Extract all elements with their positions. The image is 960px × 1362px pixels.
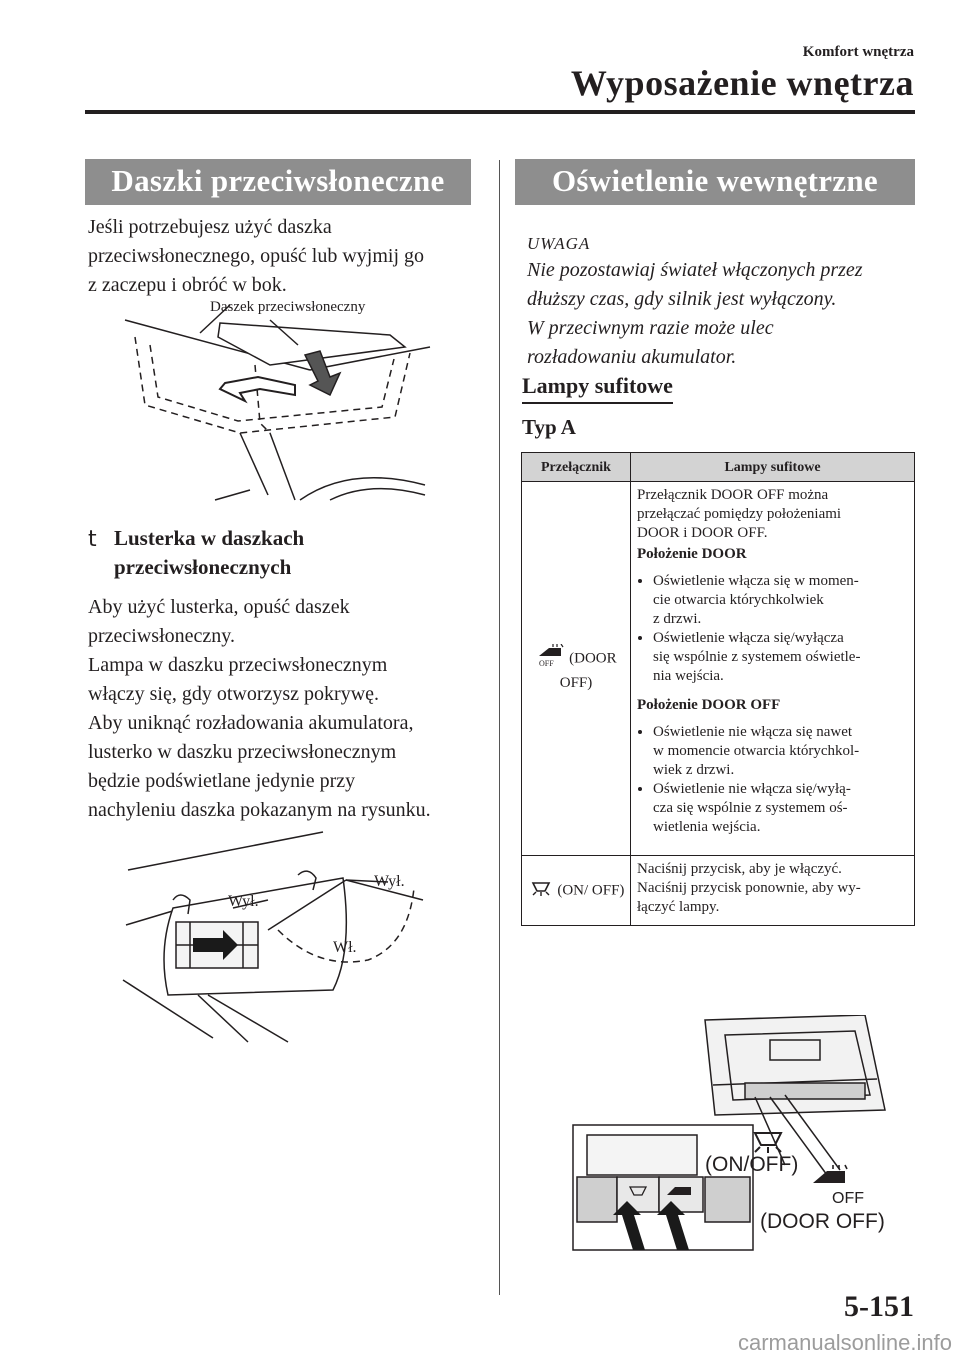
caution-title: UWAGA [527,234,591,253]
list-item: • Oświetlenie nie włącza się nawet w momencie otwarcia którychkol- wiek z drzwi. [653,723,908,780]
table-header: Przełącznik [522,453,631,482]
off-icon-label: OFF [832,1190,864,1207]
on-off-switch-cell [522,856,631,926]
list-item: • Oświetlenie włącza się/wyłącza się wspólnie z systemem oświetle- nia wejścia. [653,629,908,686]
dome-light-icon [528,879,554,897]
page-number: 5-151 [844,1290,914,1323]
off-label-right: Wył. [374,873,405,890]
off-label-left: Wył. [228,893,259,910]
overhead-lights-table [521,452,915,926]
on-off-label: (ON/OFF) [705,1153,799,1176]
sun-visor-illustration [120,295,450,505]
door-off-position-label: Położenie DOOR OFF [637,697,781,713]
section-header-title: Wyposażenie wnętrza [570,63,914,103]
list-item: • Oświetlenie włącza się w momen- cie otwarcia którychkolwiek z drzwi. [653,572,908,629]
svg-text:OFF: OFF [539,659,555,668]
table-row [522,856,915,926]
table-header: Lampy sufitowe [631,453,915,482]
sun-visor-label: Daszek przeciwsłoneczny [210,299,366,315]
vanity-mirror-heading: Lusterka w daszkach przeciwsłonecznych [114,526,305,579]
sun-visor-instructions: Jeśli potrzebujesz użyć daszka przeciwsłonecznego, opuść lub wyjmij go z zaczepu i obróć w bok. [88,216,425,296]
caution-text: Nie pozostawiaj świateł włączonych przez dłuższy czas, gdy silnik jest wyłączony. W przeciwnym razie może ulec rozładowaniu akumulator. [527,259,863,368]
column-divider [499,160,500,1295]
door-off-switch-label: (DOOR OFF) [559,650,617,691]
vanity-mirror-illustration [118,830,448,1045]
door-off-description: Przełącznik DOOR OFF można przełączać pomiędzy położeniami DOOR i DOOR OFF. Położenie DOOR • Oświetlenie włącza się w momen- cie otwarcia którychkolwiek z drzwi. • Oświetlenie włącza się/wyłącza się wspólnie z systemem oświetle- nia wejścia. Położenie DOOR OFF • Oświetlenie nie włącza się nawet w momencie otwarcia którychkol- wiek z drzwi. • Oświetlenie nie włącza się/wyłą- cza się wspólnie z systemem oś- wietlenia wejścia. [631,482,915,856]
door-off-switch-cell [522,482,631,856]
door-off-position-list [637,723,908,837]
on-off-switch-label: (ON/ OFF) [557,881,625,898]
sun-visors-banner: Daszki przeciwsłoneczne [85,159,471,205]
door-position-label: Położenie DOOR [637,546,747,562]
bullet-marker: t [88,527,97,552]
door-off-icon [535,644,565,668]
header-rule [85,110,915,114]
table-header-row [522,453,915,482]
chapter-title: Komfort wnętrza [802,44,914,60]
overhead-lights-heading: Lampy sufitowe [522,373,673,404]
type-label: Typ A [522,415,576,439]
on-label: Wł. [333,939,357,956]
interior-lights-banner: Oświetlenie wewnętrzne [515,159,915,205]
table-row [522,482,915,856]
vanity-mirror-instructions: Aby użyć lusterka, opuść daszek przeciwsłoneczny. Lampa w daszku przeciwsłonecznym włączy się, gdy otworzysz pokrywę. Aby uniknąć rozładowania akumulatora, lusterko w daszku przeciwsłonecznym będzie podświetlane jedynie przy nachyleniu daszka pokazanym na rysunku. [88,596,431,821]
list-item: • Oświetlenie nie włącza się/wyłą- cza się wspólnie z systemem oś- wietlenia wejścia. [653,780,908,837]
watermark: carmanualsonline.info [737,1330,952,1355]
on-off-description: Naciśnij przycisk, aby je włączyć. Naciśnij przycisk ponownie, aby wy- łączyć lampy. [631,856,915,926]
door-off-label: (DOOR OFF) [760,1210,885,1233]
door-position-list [637,572,908,686]
